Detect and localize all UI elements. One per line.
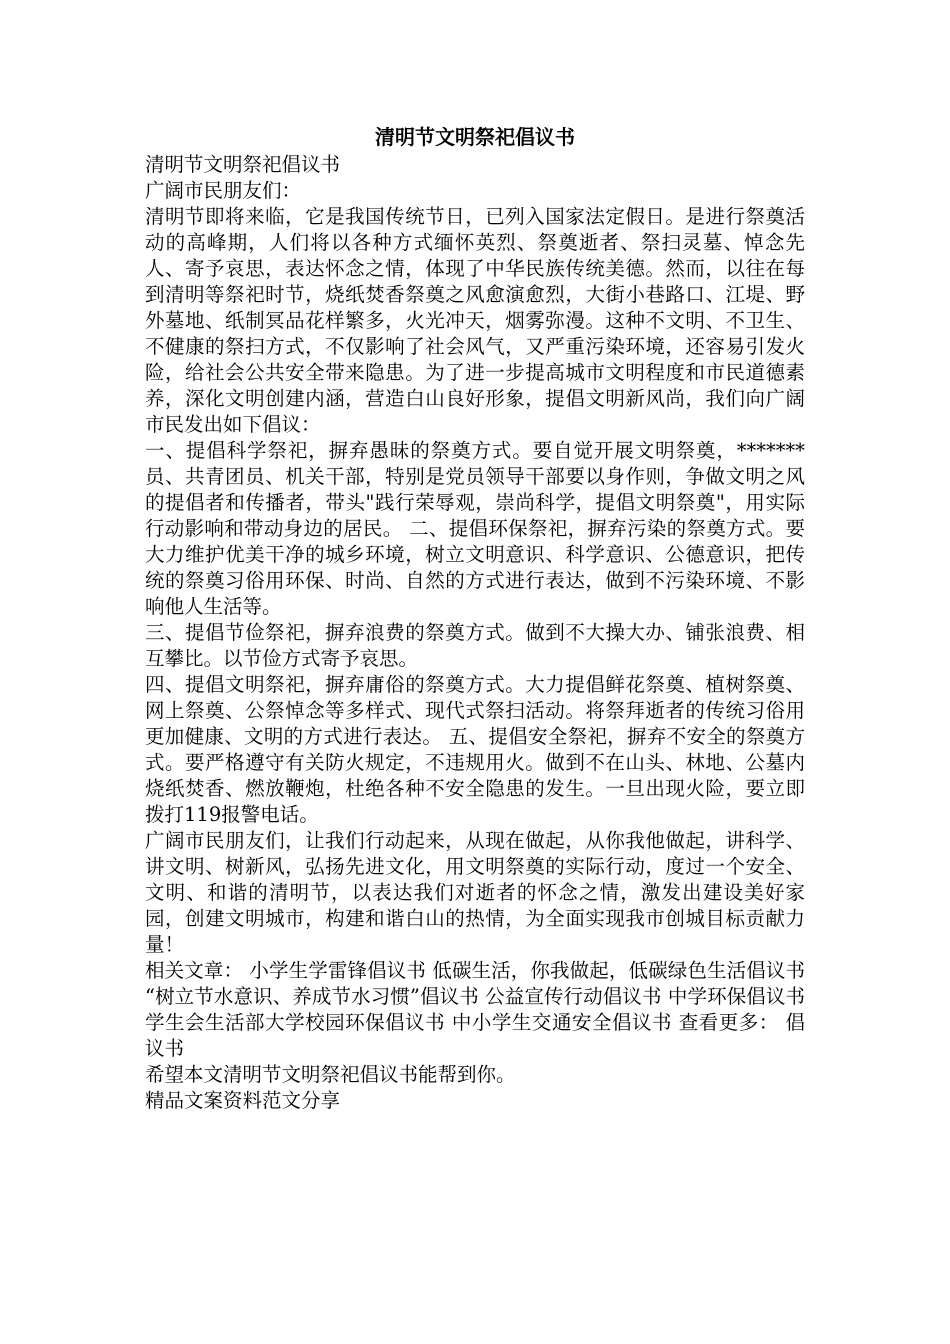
- paragraph-heading: 清明节文明祭祀倡议书: [145, 153, 341, 176]
- paragraph-hope: 希望本文清明节文明祭祀倡议书能帮到你。: [145, 1063, 516, 1086]
- paragraph-closing: 广阔市民朋友们，让我们行动起来，从现在做起，从你我他做起，讲科学、讲文明、树新风，弘扬先进文化，用文明祭奠的实际行动，度过一个安全、文明、和谐的清明节，以表达我们对逝者的怀念之情，激发出建设美好家园，创建文明城市，构建和谐白山的热情，为全面实现我市创城目标贡献力量！: [145, 829, 805, 956]
- paragraph-intro: 清明节即将来临，它是我国传统节日，已列入国家法定假日。是进行祭奠活动的高峰期，人们将以各种方式缅怀英烈、祭奠逝者、祭扫灵墓、悼念先人、寄予哀思，表达怀念之情，体现了中华民族传统美德。然而，以往在每到清明等祭祀时节，烧纸焚香祭奠之风愈演愈烈，大街小巷路口、江堤、野外墓地、纸制冥品花样繁多，火光冲天，烟雾弥漫。这种不文明、不卫生、不健康的祭扫方式，不仅影响了社会风气，又严重污染环境，还容易引发火险，给社会公共安全带来隐患。为了进一步提高城市文明程度和市民道德素养，深化文明创建内涵，营造白山良好形象，提倡文明新风尚，我们向广阔市民发出如下倡议：: [145, 205, 805, 436]
- paragraph-proposal-1-2: 一、提倡科学祭祀，摒弃愚昧的祭奠方式。要自觉开展文明祭奠，*******员、共青团员、机关干部，特别是党员领导干部要以身作则，争做文明之风的提倡者和传播者，带头"践行荣辱观，崇尚科学，提倡文明祭奠"，用实际行动影响和带动身边的居民。 二、提倡环保祭祀，摒弃污染的祭奠方式。要大力维护优美干净的城乡环境，树立文明意识、科学意识、公德意识，把传统的祭奠习俗用环保、时尚、自然的方式进行表达，做到不污染环境、不影响他人生活等。: [145, 439, 805, 618]
- paragraph-salutation: 广阔市民朋友们：: [145, 179, 302, 202]
- document-title: 清明节文明祭祀倡议书: [375, 125, 575, 149]
- paragraph-footer: 精品文案资料范文分享: [145, 1089, 341, 1112]
- paragraph-proposal-4-5: 四、提倡文明祭祀，摒弃庸俗的祭奠方式。大力提倡鲜花祭奠、植树祭奠、网上祭奠、公祭悼念等多样式、现代式祭扫活动。将祭拜逝者的传统习俗用更加健康、文明的方式进行表达。 五、提倡安全祭祀，摒弃不安全的祭奠方式。要严格遵守有关防火规定，不违规用火。做到不在山头、林地、公墓内烧纸焚香、燃放鞭炮，杜绝各种不安全隐患的发生。一旦出现火险，要立即拨打119报警电话。: [145, 673, 805, 826]
- paragraph-proposal-3: 三、提倡节俭祭祀，摒弃浪费的祭奠方式。做到不大操大办、铺张浪费、相互攀比。以节俭方式寄予哀思。: [145, 621, 805, 670]
- paragraph-related-articles: 相关文章： 小学生学雷锋倡议书 低碳生活，你我做起，低碳绿色生活倡议书 “树立节水意识、养成节水习惯”倡议书 公益宣传行动倡议书 中学环保倡议书 学生会生活部大学校园环保倡议书 中小学生交通安全倡议书 查看更多： 倡议书: [145, 959, 805, 1060]
- document-page: [145, 122, 805, 1114]
